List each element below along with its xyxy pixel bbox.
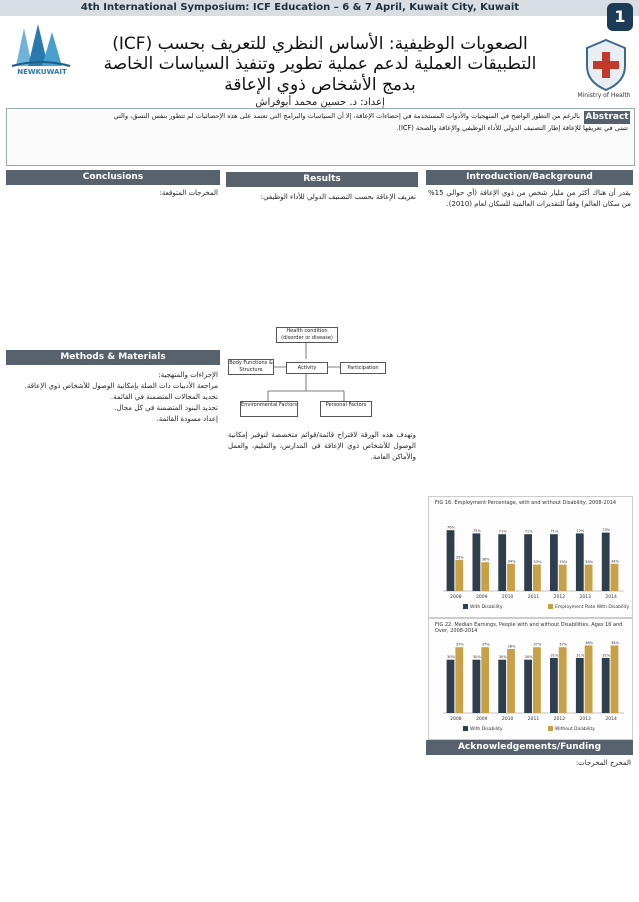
earnings-chart-data-label: 37% [481,642,490,647]
employment-chart-tick-label: 2009 [476,595,488,600]
employment-chart-svg [429,497,632,617]
methods-text [8,370,218,490]
earnings-chart-bar [473,660,481,713]
earnings-chart-bar [524,660,532,713]
earnings-chart-legend-label: With Disability [470,727,503,732]
acknowledgements-text: المخرج المخرجات: [575,759,631,767]
methods-intro: الإجراءات والمنهجية: [158,371,218,379]
employment-chart-data-label: 36% [481,557,490,562]
employment-chart-tick-label: 2013 [579,595,591,600]
poster-title-line-1: الصعوبات الوظيفية: الأساس النظري للتعريف بحسب (ICF) [112,34,528,54]
environmental-factors-node: Environmental Factors [240,401,298,417]
earnings-chart-bar [447,660,455,713]
abstract-text-body: تتبنى في تعريفها للإعاقة إطار التصنيف الدولي للأداء الوظيفي والإعاقة والصحة (ICF). [396,124,628,132]
employment-chart-legend-swatch [463,604,468,609]
employment-chart-title: FIG 16. Employment Percentage, with and without Disability, 2008-2014 [435,500,617,506]
earnings-chart-tick-label: 2012 [553,717,566,722]
employment-chart-data-label: 73% [602,528,611,533]
earnings-chart-data-label: 31% [602,653,611,658]
earnings-chart-bar [576,658,584,713]
earnings-chart-data-label: 38% [611,640,619,645]
employment-chart-bar [447,530,455,591]
employment-chart-bar [611,564,619,591]
icf-model-diagram [228,325,384,425]
employment-chart-bar [481,562,489,591]
conference-title: 4th International Symposium: ICF Education – 6 & 7 April, Kuwait City, Kuwait [80,2,520,13]
personal-factors-node: Personal Factors [320,401,372,417]
employment-chart-data-label: 34% [611,559,619,564]
earnings-chart-bar [585,645,593,713]
conference-bar [0,0,639,16]
employment-chart-tick-label: 2011 [527,595,540,600]
employment-chart-legend-label: With Disability [470,605,503,610]
earnings-chart-bar [498,660,506,713]
earnings-chart-bar [533,647,541,713]
employment-chart-bar [473,533,481,591]
abstract-text-line-1: بالرغم من التطور الواضح في المنهجيات والأدوات المستخدمة في إحصاءات الإعاقة، إلا أن السياسات والبرامج التي تعتمد على هذه الإحصائيات لم تتطور بنفس النسق، والتي [113,112,580,120]
poster-title-line-2: التطبيقات العملية لدعم عملية تطوير وتنفيذ السياسات الخاصة [103,54,537,74]
employment-chart-data-label: 71% [550,529,559,534]
methods-item: مراجعة الأدبيات ذات الصلة بإمكانية الوصول للأشخاص ذوي الإعاقة. [24,382,218,390]
earnings-chart-bar [550,658,558,713]
earnings-chart-bar [481,647,489,713]
employment-chart-data-label: 71% [498,529,507,534]
employment-chart-data-label: 33% [533,560,542,565]
methods-heading: Methods & Materials [6,350,220,365]
earnings-chart-data-label: 30% [524,655,533,660]
employment-chart-data-label: 76% [447,525,455,530]
participation-node: Participation [340,362,386,374]
earnings-chart-tick-label: 2009 [476,717,488,722]
abstract-box [6,108,635,166]
employment-chart-tick-label: 2012 [553,595,566,600]
body-functions-node: Body Functions & Structure [229,360,273,373]
health-condition-node [276,327,338,343]
employment-chart-data-label: 33% [585,560,594,565]
earnings-chart-legend-swatch [463,726,468,731]
employment-chart-bar [455,560,463,591]
health-condition-label: Health condition [286,328,328,334]
employment-chart-bar [576,533,584,591]
earnings-chart-tick-label: 2010 [501,717,514,722]
conclusions-heading: Conclusions [6,170,220,185]
earnings-chart-legend-swatch [548,726,553,731]
employment-chart-tick-label: 2014 [605,595,617,600]
earnings-chart-data-label: 38% [585,640,594,645]
employment-chart-data-label: 39% [455,555,464,560]
earnings-chart-bar [611,645,619,713]
employment-chart-bar [507,564,515,591]
earnings-chart-legend-label: Without Disability [555,727,595,732]
poster-number-badge: 1 [607,3,633,31]
employment-chart-data-label: 72% [576,528,585,533]
ministry-of-health-text: Ministry of Health [577,92,631,99]
activity-node: Activity [286,362,328,374]
employment-chart-bar [559,565,567,591]
employment-chart-bar [602,533,610,591]
employment-chart-bar [533,565,541,591]
new-kuwait-logo-text: NEWKUWAIT [17,68,67,76]
employment-chart [428,496,633,618]
methods-item: إعداد مسودة القائمة. [156,415,218,423]
abstract-label: Abstract [585,112,629,122]
health-condition-sublabel: (disorder or disease) [281,335,333,341]
acknowledgements-heading: Acknowledgements/Funding [426,740,633,755]
results-heading: Results [226,172,418,187]
earnings-chart-data-label: 36% [507,644,516,649]
results-text-2: وتهدف هذه الورقة لاقتراح قائمة/قوائم متخصصة لتوفير إمكانية الوصول للأشخاص ذوي الإعاقة في المدارس، والتعليم، والعمل والأماكن العامة. [228,431,416,461]
earnings-chart-data-label: 30% [472,655,481,660]
employment-chart-tick-label: 2008 [450,595,462,600]
earnings-chart-bar [602,658,610,713]
introduction-text: يقدر أن هناك أكثر من مليار شخص من ذوي الإعاقة (أي حوالي 15% من سكان العالم) وفقاً للتقديرات العالمية للسكان لعام (2010). [428,189,631,208]
poster-title-line-3: بدمج الأشخاص ذوي الإعاقة [224,75,416,95]
employment-chart-data-label: 71% [524,529,533,534]
earnings-chart-bar [455,647,463,713]
employment-chart-data-label: 72% [472,528,481,533]
methods-item: تحديد البنود المتضمنة في كل مجال. [114,404,218,412]
employment-chart-bar [585,565,593,591]
earnings-chart-tick-label: 2013 [579,717,591,722]
conclusions-text: المخرجات المتوقعة: [159,189,218,197]
earnings-chart-data-label: 31% [550,653,559,658]
earnings-chart-tick-label: 2008 [450,717,462,722]
introduction-heading: Introduction/Background [426,170,633,185]
employment-chart-bar [498,534,506,591]
earnings-chart-data-label: 37% [533,642,542,647]
employment-chart-tick-label: 2010 [501,595,514,600]
methods-item: تحديد المجالات المتضمنة في القائمة. [110,393,218,401]
earnings-chart-data-label: 37% [559,642,568,647]
employment-chart-legend-label: Employment Rate With Disability [555,605,630,610]
employment-chart-bar [524,534,532,591]
earnings-chart-data-label: 30% [447,655,455,660]
earnings-chart-data-label: 30% [498,655,507,660]
employment-chart-data-label: 33% [559,560,568,565]
earnings-chart [428,618,633,740]
results-text: تعريف الإعاقة بحسب التصنيف الدولي للأداء الوظيفي: [260,193,416,201]
earnings-chart-data-label: 37% [455,642,464,647]
earnings-chart-title: FIG 22. Median Earnings, People with and without Disabilities, Ages 16 and Over, 2008-2014 [435,622,623,634]
earnings-chart-tick-label: 2011 [527,717,540,722]
earnings-chart-tick-label: 2014 [605,717,617,722]
employment-chart-legend-swatch [548,604,553,609]
earnings-chart-bar [559,647,567,713]
ministry-of-health-logo [581,36,631,92]
earnings-chart-data-label: 31% [576,653,585,658]
earnings-chart-svg [429,619,632,739]
employment-chart-bar [550,534,558,591]
author-line: إعداد: د. حسين محمد أبوفراش [255,97,385,108]
employment-chart-data-label: 34% [507,559,516,564]
earnings-chart-bar [507,649,515,713]
